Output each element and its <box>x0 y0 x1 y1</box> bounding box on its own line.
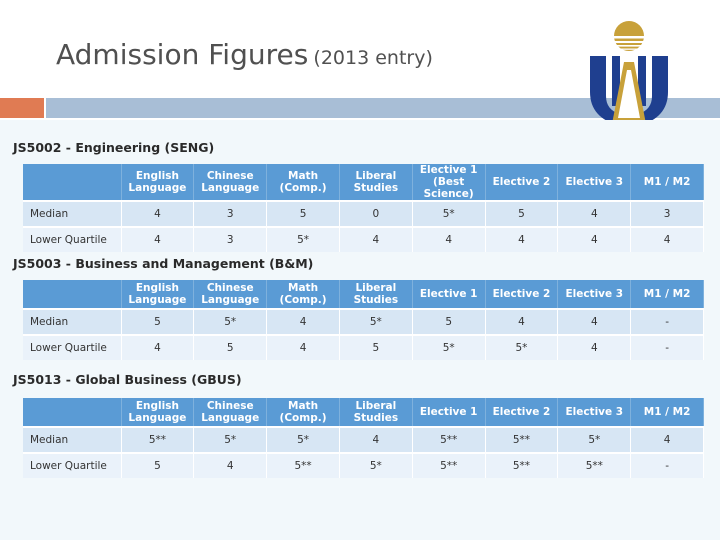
table-row-lower-quartile <box>23 227 704 252</box>
section-title-seng: JS5002 - Engineering (SENG) <box>13 140 215 155</box>
header-elective-2: Elective 2 <box>485 398 558 427</box>
header-english: English Language <box>121 398 194 427</box>
hkust-logo-icon <box>584 14 674 132</box>
row-label: Lower Quartile <box>23 453 121 478</box>
table-header-row <box>23 164 704 201</box>
cell: 5 <box>485 201 558 227</box>
header-m1-m2: M1 / M2 <box>631 164 704 201</box>
cell: 5 <box>121 453 194 478</box>
cell: 5* <box>339 453 412 478</box>
header-blank <box>23 280 121 309</box>
header-elective-3: Elective 3 <box>558 398 631 427</box>
cell: 4 <box>339 427 412 453</box>
header-english: English Language <box>121 280 194 309</box>
cell: 4 <box>121 227 194 252</box>
header-elective-1: Elective 1 <box>412 280 485 309</box>
cell: 5* <box>194 309 267 335</box>
header-m1-m2: M1 / M2 <box>631 398 704 427</box>
cell: 5** <box>485 427 558 453</box>
header-chinese: Chinese Language <box>194 164 267 201</box>
table-row-median <box>23 427 704 453</box>
cell: 5* <box>485 335 558 360</box>
cell: 3 <box>194 201 267 227</box>
cell: 5** <box>412 453 485 478</box>
cell: 5** <box>267 453 340 478</box>
cell: - <box>631 335 704 360</box>
title-sub: (2013 entry) <box>313 47 433 69</box>
cell: 5 <box>267 201 340 227</box>
header-m1-m2: M1 / M2 <box>631 280 704 309</box>
cell: 5* <box>267 227 340 252</box>
table-row-median <box>23 309 704 335</box>
row-label: Lower Quartile <box>23 227 121 252</box>
content-area <box>0 120 720 540</box>
cell: 4 <box>121 335 194 360</box>
header-chinese: Chinese Language <box>194 398 267 427</box>
cell: 4 <box>558 227 631 252</box>
header-elective-3: Elective 3 <box>558 280 631 309</box>
table-row-lower-quartile <box>23 453 704 478</box>
header-elective-2: Elective 2 <box>485 280 558 309</box>
cell: 5 <box>194 335 267 360</box>
cell: 5** <box>558 453 631 478</box>
accent-bar-orange <box>0 98 44 118</box>
cell: 5** <box>412 427 485 453</box>
header-elective-1: Elective 1 <box>412 398 485 427</box>
cell: 5** <box>121 427 194 453</box>
cell: 5* <box>267 427 340 453</box>
cell: 4 <box>485 227 558 252</box>
header-elective-3: Elective 3 <box>558 164 631 201</box>
cell: 5** <box>485 453 558 478</box>
title-main: Admission Figures <box>56 38 309 71</box>
cell: 4 <box>558 309 631 335</box>
header-liberal: Liberal Studies <box>339 280 412 309</box>
header-liberal: Liberal Studies <box>339 398 412 427</box>
cell: - <box>631 453 704 478</box>
section-title-bm: JS5003 - Business and Management (B&M) <box>13 256 314 271</box>
table-gbus <box>23 398 704 478</box>
cell: 4 <box>267 335 340 360</box>
cell: 5 <box>339 335 412 360</box>
table-bm <box>23 280 704 360</box>
row-label: Median <box>23 309 121 335</box>
cell: 5* <box>412 335 485 360</box>
cell: 0 <box>339 201 412 227</box>
header-liberal: Liberal Studies <box>339 164 412 201</box>
cell: 4 <box>194 453 267 478</box>
cell: 5* <box>412 201 485 227</box>
table-row-lower-quartile <box>23 335 704 360</box>
cell: 5* <box>558 427 631 453</box>
cell: 4 <box>412 227 485 252</box>
section-title-gbus: JS5013 - Global Business (GBUS) <box>13 372 242 387</box>
table-header-row <box>23 398 704 427</box>
header-math: Math (Comp.) <box>267 398 340 427</box>
header-math: Math (Comp.) <box>267 164 340 201</box>
header-blank <box>23 398 121 427</box>
cell: 4 <box>121 201 194 227</box>
row-label: Median <box>23 427 121 453</box>
cell: 3 <box>631 201 704 227</box>
cell: 4 <box>339 227 412 252</box>
row-label: Lower Quartile <box>23 335 121 360</box>
header-english: English Language <box>121 164 194 201</box>
cell: 5 <box>121 309 194 335</box>
row-label: Median <box>23 201 121 227</box>
cell: - <box>631 309 704 335</box>
header-math: Math (Comp.) <box>267 280 340 309</box>
cell: 4 <box>485 309 558 335</box>
cell: 4 <box>631 227 704 252</box>
cell: 3 <box>194 227 267 252</box>
cell: 5* <box>194 427 267 453</box>
header-elective-1: Elective 1 (Best Science) <box>412 164 485 201</box>
table-header-row <box>23 280 704 309</box>
header-chinese: Chinese Language <box>194 280 267 309</box>
slide-title <box>56 38 433 71</box>
table-row-median <box>23 201 704 227</box>
cell: 4 <box>558 335 631 360</box>
cell: 5 <box>412 309 485 335</box>
cell: 4 <box>267 309 340 335</box>
table-seng <box>23 164 704 252</box>
cell: 4 <box>631 427 704 453</box>
header-blank <box>23 164 121 201</box>
cell: 5* <box>339 309 412 335</box>
header-elective-2: Elective 2 <box>485 164 558 201</box>
cell: 4 <box>558 201 631 227</box>
